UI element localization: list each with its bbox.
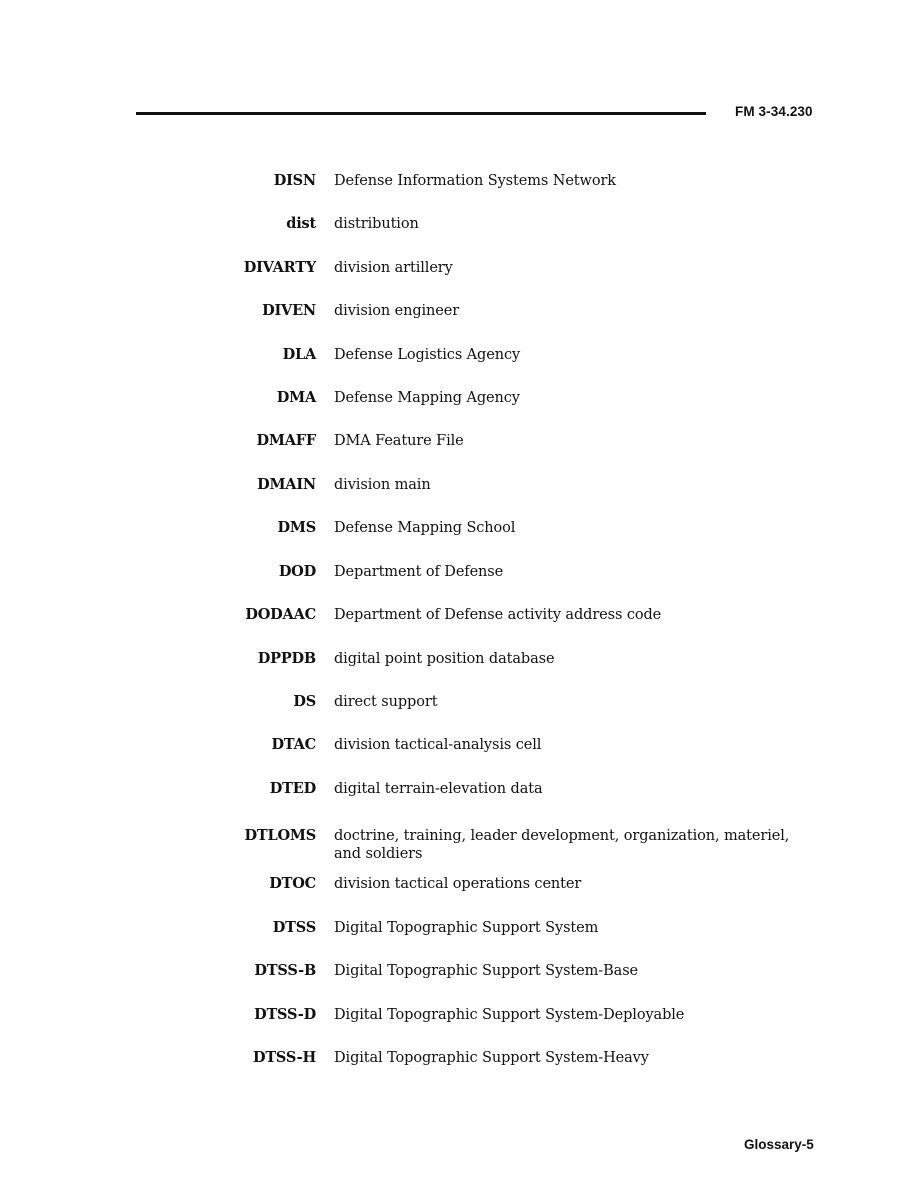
glossary-definition: direct support xyxy=(334,694,438,710)
glossary-definition: Defense Logistics Agency xyxy=(334,347,521,363)
glossary-definition: digital point position database xyxy=(334,651,555,667)
glossary-definition: Digital Topographic Support System-Heavy xyxy=(334,1050,649,1066)
glossary-term: DTAC xyxy=(271,736,316,753)
document-id: FM 3-34.230 xyxy=(735,104,813,119)
glossary-definition: DMA Feature File xyxy=(334,433,464,449)
glossary-definition: digital terrain-elevation data xyxy=(334,781,543,797)
glossary-term: DPPDB xyxy=(257,650,316,667)
glossary-definition: Defense Information Systems Network xyxy=(334,173,616,189)
glossary-term: DMS xyxy=(277,519,316,536)
page-number: Glossary-5 xyxy=(744,1137,814,1152)
glossary-definition: division tactical operations center xyxy=(334,876,582,892)
glossary-definition: distribution xyxy=(334,216,419,232)
glossary-term: DTED xyxy=(269,780,316,797)
glossary-definition: doctrine, training, leader development, organization, materiel, and soldiers xyxy=(334,828,790,862)
glossary-definition: division main xyxy=(334,477,431,493)
glossary-term: DTSS-B xyxy=(254,962,316,979)
glossary-term: DTOC xyxy=(269,875,316,892)
glossary-term: DLA xyxy=(282,346,316,363)
glossary-term: DTSS xyxy=(272,919,316,936)
glossary-term: DTSS-H xyxy=(252,1049,316,1066)
glossary-term: DTSS-D xyxy=(254,1006,316,1023)
glossary-term: DS xyxy=(293,693,316,710)
glossary-term: dist xyxy=(286,215,316,232)
glossary-term: DODAAC xyxy=(245,606,316,623)
glossary-definition: Defense Mapping School xyxy=(334,520,516,536)
glossary-definition: Digital Topographic Support System-Deployable xyxy=(334,1007,685,1023)
glossary-definition: Department of Defense activity address code xyxy=(334,607,662,623)
glossary-term: DTLOMS xyxy=(244,827,316,844)
glossary-definition: Defense Mapping Agency xyxy=(334,390,520,406)
glossary-definition: Digital Topographic Support System-Base xyxy=(334,963,639,979)
glossary-term: DMA xyxy=(276,389,316,406)
glossary-definition: division tactical-analysis cell xyxy=(334,737,542,753)
glossary-definition: division engineer xyxy=(334,303,460,319)
glossary-definition: Department of Defense xyxy=(334,564,504,580)
glossary-term: DIVARTY xyxy=(243,259,316,276)
glossary-definition: division artillery xyxy=(334,260,453,276)
glossary-term: DIVEN xyxy=(262,302,316,319)
glossary-definition: Digital Topographic Support System xyxy=(334,920,599,936)
glossary-term: DMAFF xyxy=(256,432,316,449)
glossary-term: DMAIN xyxy=(257,476,316,493)
glossary-term: DISN xyxy=(273,172,316,189)
glossary-term: DOD xyxy=(278,563,316,580)
